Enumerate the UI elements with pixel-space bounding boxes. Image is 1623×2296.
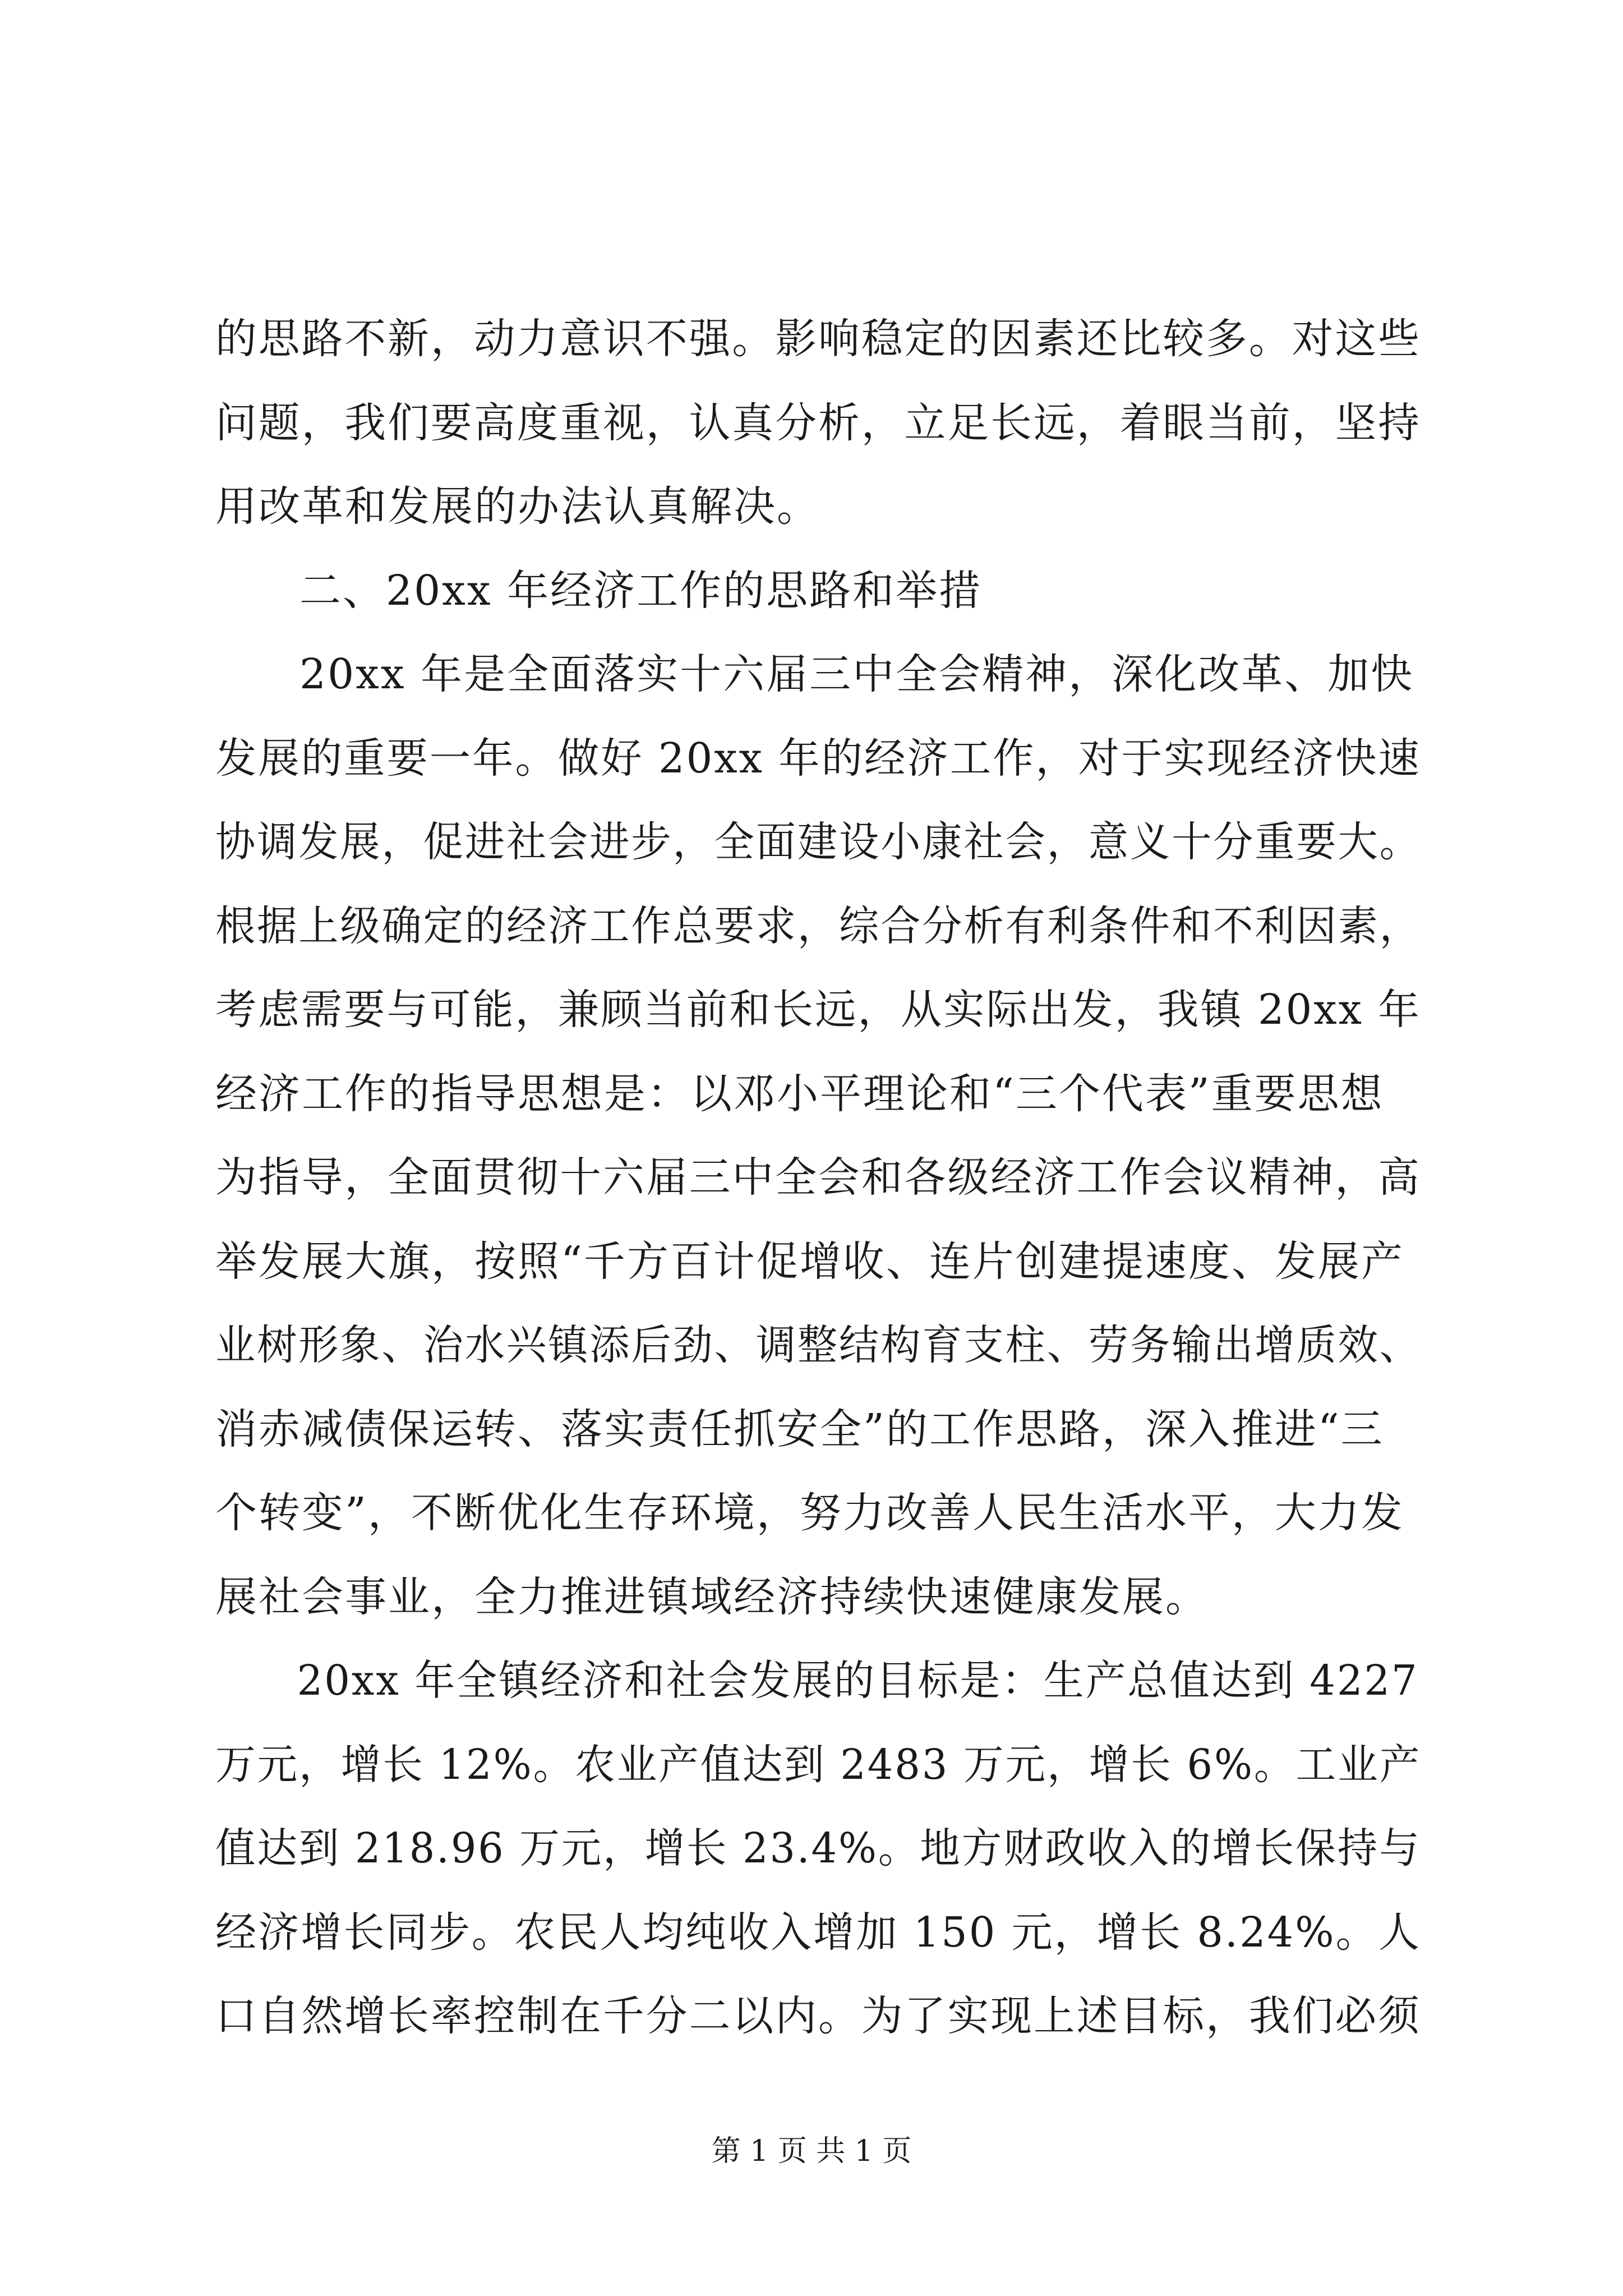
text-line: 经济增长同步。农民人均纯收入增加 150 元，增长 8.24%。人 (215, 1908, 1421, 1957)
text-line: 协调发展，促进社会进步，全面建设小康社会，意义十分重要大。 (215, 818, 1421, 866)
text-line: 业树形象、治水兴镇添后劲、调整结构育支柱、劳务输出增质效、 (215, 1321, 1421, 1369)
text-line: 值达到 218.96 万元，增长 23.4%。地方财政收入的增长保持与 (215, 1824, 1421, 1872)
text-line: 考虑需要与可能，兼顾当前和长远，从实际出发，我镇 20xx 年 (215, 986, 1421, 1034)
text-line: 万元，增长 12%。农业产值达到 2483 万元，增长 6%。工业产 (215, 1740, 1422, 1789)
text-line: 个转变”，不断优化生存环境，努力改善人民生活水平，大力发 (215, 1489, 1404, 1537)
text-line: 展社会事业，全力推进镇域经济持续快速健康发展。 (215, 1572, 1209, 1621)
text-line: 发展的重要一年。做好 20xx 年的经济工作，对于实现经济快速 (215, 734, 1421, 783)
text-line: 消赤减债保运转、落实责任抓安全”的工作思路，深入推进“三 (215, 1405, 1384, 1453)
text-line: 为指导，全面贯彻十六届三中全会和各级经济工作会议精神，高 (215, 1153, 1421, 1202)
text-line: 20xx 年全镇经济和社会发展的目标是：生产总值达到 4227 (297, 1657, 1419, 1705)
page-footer: 第 1 页 共 1 页 (711, 2134, 912, 2168)
document-body (215, 297, 1421, 2059)
text-line: 20xx 年是全面落实十六届三中全会精神，深化改革、加快 (299, 650, 1414, 698)
text-line: 的思路不新，动力意识不强。影响稳定的因素还比较多。对这些 (215, 315, 1421, 363)
text-line: 二、20xx 年经济工作的思路和举措 (299, 566, 983, 615)
text-line: 用改革和发展的办法认真解决。 (215, 482, 820, 531)
text-line: 举发展大旗，按照“千方百计促增收、连片创建提速度、发展产 (215, 1237, 1404, 1286)
text-line: 问题，我们要高度重视，认真分析，立足长远，着眼当前，坚持 (215, 398, 1421, 447)
text-line: 经济工作的指导思想是：以邓小平理论和“三个代表”重要思想 (215, 1069, 1384, 1118)
text-line: 口自然增长率控制在千分二以内。为了实现上述目标，我们必须 (215, 1992, 1421, 2040)
text-line: 根据上级确定的经济工作总要求，综合分析有利条件和不利因素， (215, 901, 1421, 950)
